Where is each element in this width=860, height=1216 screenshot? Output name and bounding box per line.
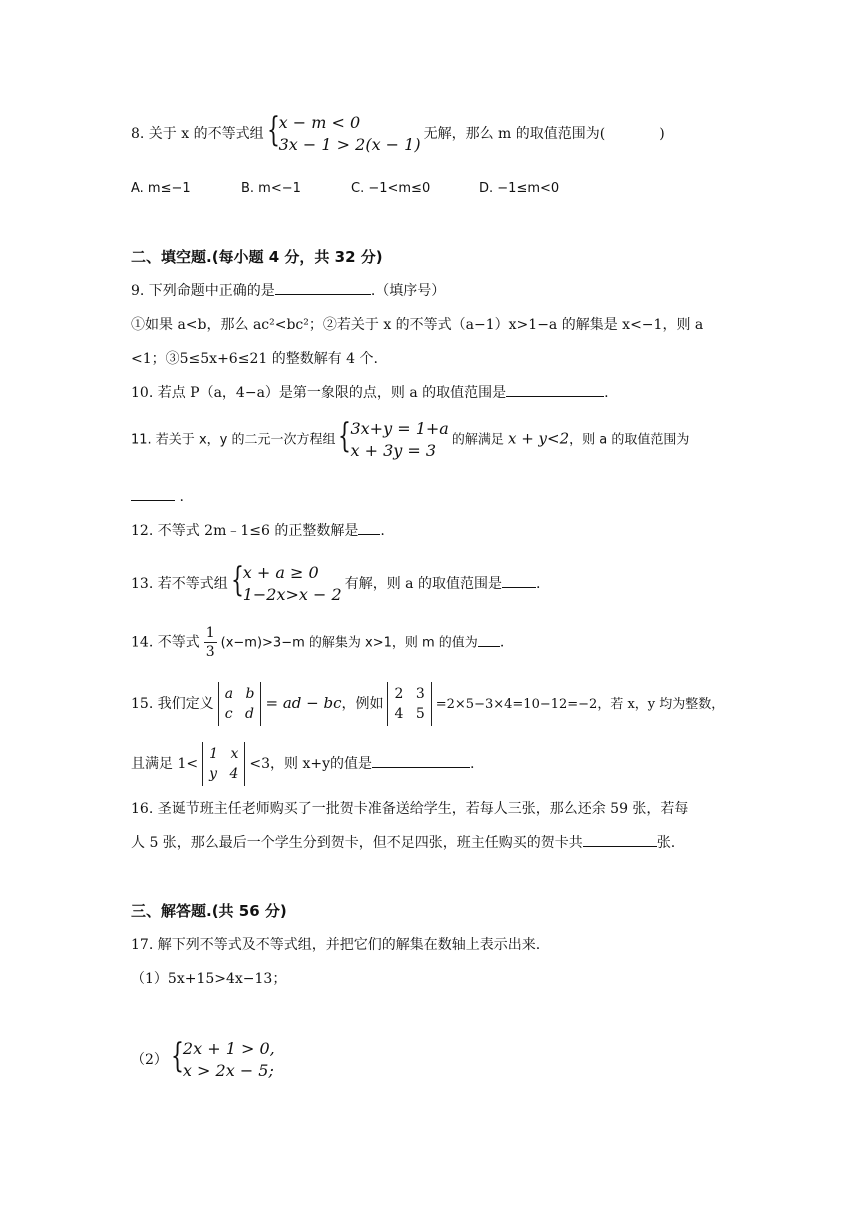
q8-close: ) <box>659 126 665 142</box>
question-9 <box>131 280 445 302</box>
q16-line2 <box>131 832 675 854</box>
q12-blank <box>358 520 380 535</box>
question-15 <box>131 682 724 726</box>
question-17: 17. 解下列不等式及不等式组，并把它们的解集在数轴上表示出来. <box>131 937 541 953</box>
question-12 <box>131 520 385 542</box>
det-row: 2 3 <box>394 686 425 702</box>
q13-end: . <box>535 576 541 592</box>
q17-part2-label: （2） <box>131 1052 168 1068</box>
q8-prefix: 8. 关于 x 的不等式组 <box>131 126 264 142</box>
det-row: 4 5 <box>394 706 425 722</box>
q9-text: 9. 下列命题中正确的是 <box>131 283 275 299</box>
q13-suffix: 有解，则 a 的取值范围是 <box>344 576 502 592</box>
q15-example-determinant <box>387 682 431 726</box>
q15-prefix: 15. 我们定义 <box>131 696 214 712</box>
question-14 <box>131 624 504 661</box>
q8-suffix: 无解，那么 m 的取值范围为( <box>423 126 606 142</box>
q16-text: 人 5 张，那么最后一个学生分到贺卡，但不足四张，班主任购买的贺卡共 <box>131 835 583 851</box>
q13-prefix: 13. 若不等式组 <box>131 576 228 592</box>
option-d: D. −1≤m<0 <box>479 181 560 196</box>
q16-line1: 16. 圣诞节班主任老师购买了一批贺卡准备送给学生，若每人三张，那么还余 59 张，若每 <box>131 801 689 817</box>
q13-system: { x + a ≥ 0 1−2x>x − 2 <box>230 560 342 604</box>
q17-eq2: x > 2x − 5; <box>182 1061 274 1080</box>
q13-blank <box>502 573 536 588</box>
q11-system: { 3x+y = 1+a x + 3y = 3 <box>338 416 449 460</box>
q14-end: . <box>499 634 505 651</box>
question-10 <box>131 382 609 404</box>
q15-definition: = ad − bc <box>265 694 342 712</box>
option-c: C. −1<m≤0 <box>351 181 431 196</box>
q17-eq1: 2x + 1 > 0, <box>182 1039 275 1058</box>
q15-definition-determinant <box>218 682 262 726</box>
q11-prefix: 11. 若关于 x，y 的二元一次方程组 <box>131 432 336 448</box>
q15-line2-suffix: <3，则 x+y的值是 <box>249 756 372 772</box>
q9-end: .（填序号） <box>370 283 446 299</box>
q14-fraction <box>204 624 217 661</box>
q11-suffix: ，则 a 的取值范围为 <box>569 432 690 448</box>
q10-blank <box>506 382 604 397</box>
q8-system: { x − m < 0 3x − 1 > 2(x − 1) <box>266 110 421 154</box>
q16-blank <box>583 832 657 847</box>
q11-eq2: x + 3y = 3 <box>350 441 437 460</box>
det-row: a b <box>224 686 255 702</box>
det-row: c d <box>224 706 254 722</box>
section-2-heading: 二、填空题.(每小题 4 分，共 32 分) <box>131 248 383 266</box>
q17-system: { 2x + 1 > 0, x > 2x − 5; <box>170 1036 275 1080</box>
q11-blank-line <box>131 486 184 508</box>
det-row: 1 x <box>209 746 239 762</box>
q8-eq2: 3x − 1 > 2(x − 1) <box>278 135 421 154</box>
q15-condition-determinant <box>202 742 245 786</box>
q12-text: 12. 不等式 2m﹣1≤6 的正整数解是 <box>131 523 359 539</box>
q14-numerator: 1 <box>205 625 215 641</box>
option-a: A. m≤−1 <box>131 181 191 196</box>
q15-mid: ，例如 <box>341 696 384 712</box>
q15-end: . <box>470 756 475 772</box>
q14-blank <box>478 632 500 647</box>
q8-options <box>131 178 559 200</box>
q14-suffix: (x−m)>3−m 的解集为 x>1，则 m 的值为 <box>220 635 478 651</box>
q11-eq1: 3x+y = 1+a <box>350 419 449 438</box>
det-row: y 4 <box>209 766 239 782</box>
q14-prefix: 14. 不等式 <box>131 634 200 651</box>
q15-line2 <box>131 742 474 786</box>
q14-denominator: 3 <box>205 644 215 660</box>
q10-end: . <box>604 385 609 401</box>
q10-text: 10. 若点 P（a，4−a）是第一象限的点，则 a 的取值范围是 <box>131 385 507 401</box>
q8-eq1: x − m < 0 <box>278 113 361 132</box>
section-3-heading: 三、解答题.(共 56 分) <box>131 902 287 920</box>
q9-line2: ①如果 a<b，那么 ac²<bc²；②若关于 x 的不等式（a−1）x>1−a 的解集是 x<−1，则 a <box>131 317 704 333</box>
q11-end: . <box>179 489 184 505</box>
q17-part1: （1）5x+15>4x−13； <box>131 971 287 987</box>
q13-eq1: x + a ≥ 0 <box>242 563 319 582</box>
question-11 <box>131 418 689 462</box>
q15-blank <box>372 753 470 768</box>
q16-end: 张. <box>656 835 676 851</box>
q11-condition: x + y<2 <box>507 429 570 448</box>
question-8 <box>131 112 665 156</box>
question-13 <box>131 562 540 606</box>
q9-line3: <1；③5≤5x+6≤21 的整数解有 4 个. <box>131 351 378 367</box>
option-b: B. m<−1 <box>241 181 301 196</box>
q17-part2 <box>131 1038 278 1082</box>
q15-line2-prefix: 且满足 1< <box>131 756 199 772</box>
q11-mid: 的解满足 <box>451 432 504 448</box>
q9-blank <box>275 280 371 295</box>
q11-blank <box>131 486 175 501</box>
q13-eq2: 1−2x>x − 2 <box>242 585 342 604</box>
q12-end: . <box>380 523 385 539</box>
q15-example: =2×5−3×4=10−12=−2，若 x，y 均为整数， <box>435 697 725 712</box>
